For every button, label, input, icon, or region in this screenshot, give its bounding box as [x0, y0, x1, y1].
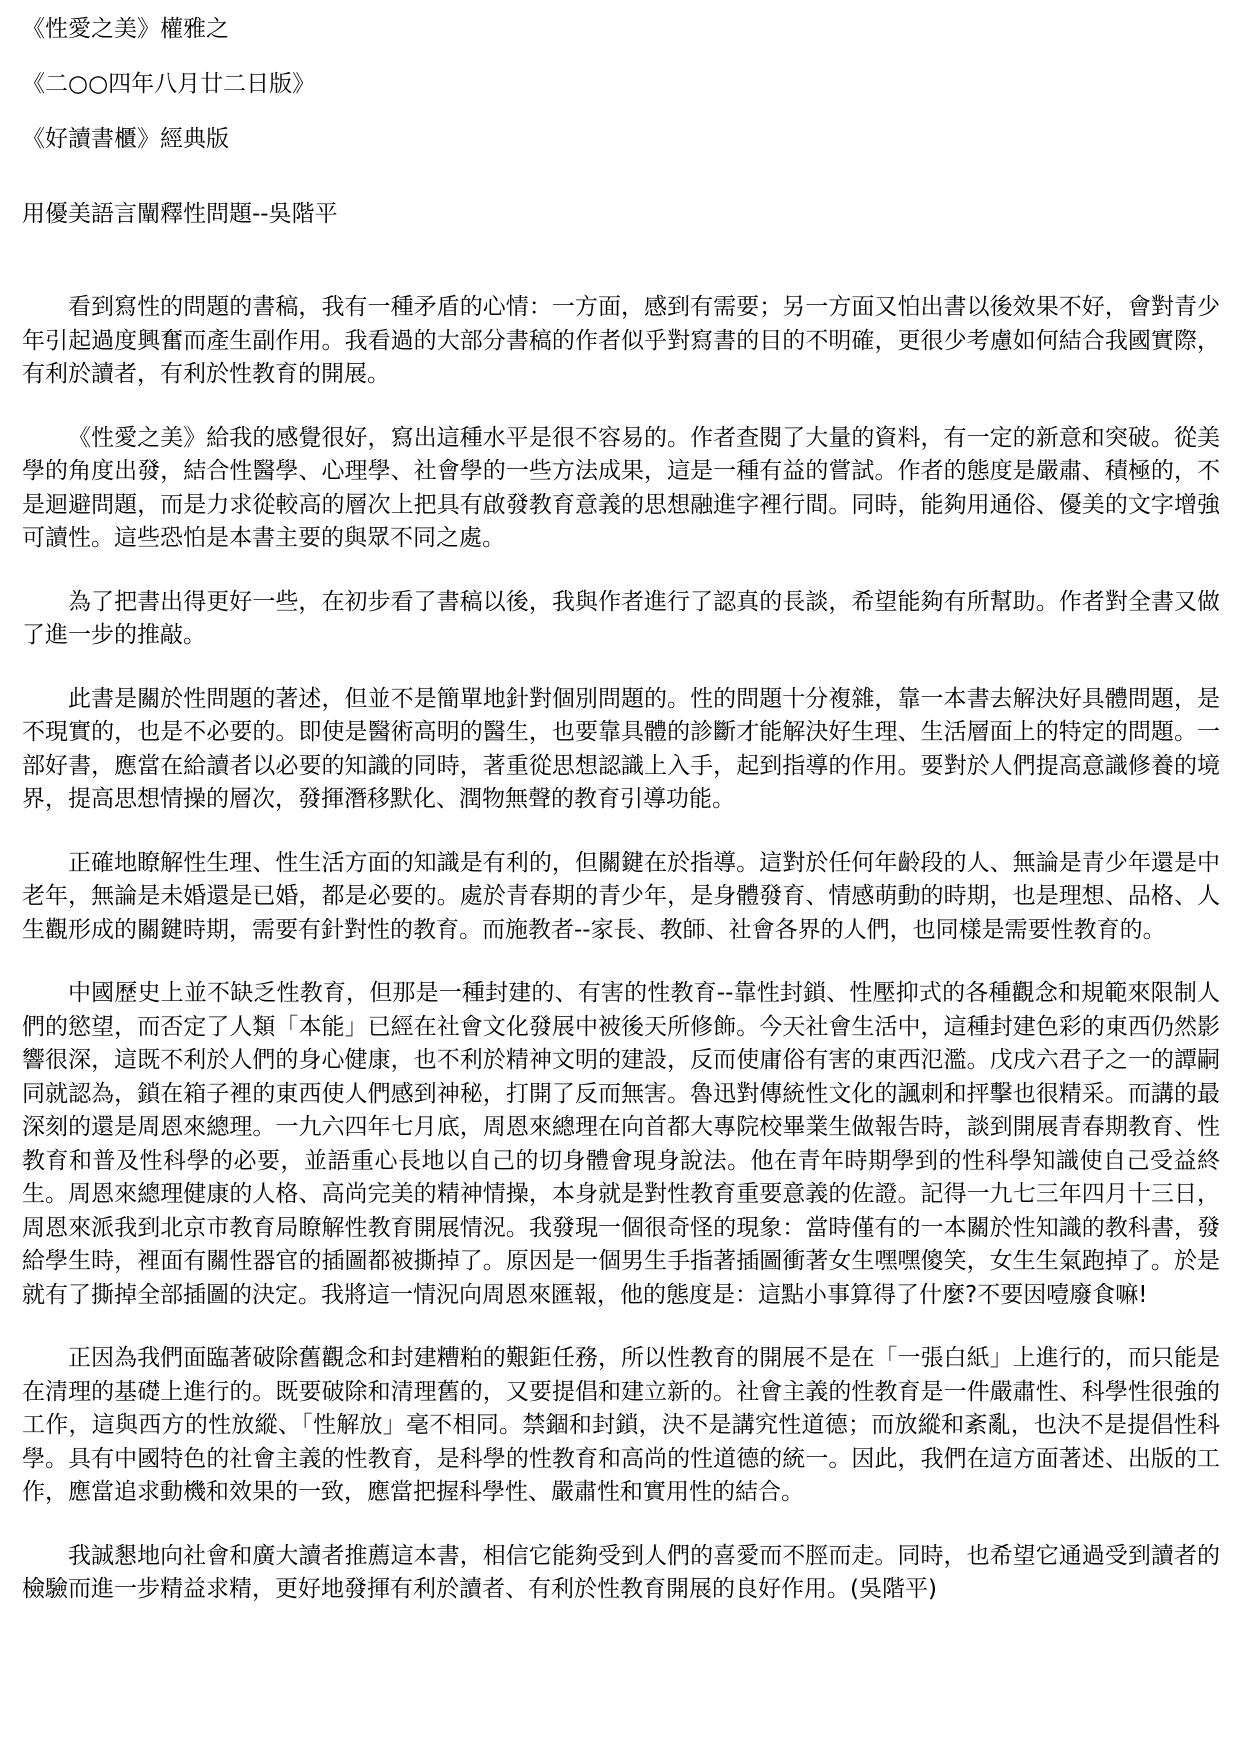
paragraph: 正因為我們面臨著破除舊觀念和封建糟粕的艱鉅任務，所以性教育的開展不是在「一張白紙」上進行的，而只能是在清理的基礎上進行的。既要破除和清理舊的，又要提倡和建立新的。社會主義的性教育是一件嚴肅性、科學性很強的工作，這與西方的性放縱、「性解放」毫不相同。禁錮和封鎖，決不是講究性道德；而放縱和紊亂，也決不是提倡性科學。具有中國特色的社會主義的性教育，是科學的性教育和高尚的性道德的統一。因此，我們在這方面著述、出版的工作，應當追求動機和效果的一致，應當把握科學性、嚴肅性和實用性的結合。 — [22, 1345, 1220, 1505]
paragraph: 中國歷史上並不缺乏性教育，但那是一種封建的、有害的性教育--靠性封鎖、性壓抑式的各種觀念和規範來限制人們的慾望，而否定了人類「本能」已經在社會文化發展中被後天所修飾。今天社會生活中，這種封建色彩的東西仍然影響很深，這既不利於人們的身心健康，也不利於精神文明的建設，反而使庸俗有害的東西氾濫。戊戌六君子之一的譚嗣同就認為，鎖在箱子裡的東西使人們感到神秘，打開了反而無害。魯迅對傳統性文化的諷刺和抨擊也很精采。而講的最深刻的還是周恩來總理。一九六四年七月底，周恩來總理在向首都大專院校畢業生做報告時，談到開展青春期教育、性教育和普及性科學的必要，並語重心長地以自己的切身體會現身說法。他在青年時期學到的性科學知識使自己受益終生。周恩來總理健康的人格、高尚完美的精神情操，本身就是對性教育重要意義的佐證。記得一九七三年四月十三日，周恩來派我到北京市教育局瞭解性教育開展情況。我發現一個很奇怪的現象：當時僅有的一本關於性知識的教科書，發給學生時，裡面有關性器官的插圖都被撕掉了。原因是一個男生手指著插圖衝著女生嘿嘿傻笑，女生生氣跑掉了。於是就有了撕掉全部插圖的決定。我將這一情況向周恩來匯報，他的態度是：這點小事算得了什麼?不要因噎廢食嘛! — [22, 980, 1220, 1308]
document-page — [22, 14, 1220, 1637]
paragraph: 為了把書出得更好一些，在初步看了書稿以後，我與作者進行了認真的長談，希望能夠有所幫助。作者對全書又做了進一步的推敲。 — [22, 588, 1220, 648]
edition-date-line: 《二○○四年八月廿二日版》 — [22, 71, 316, 97]
paragraph: 看到寫性的問題的書稿，我有一種矛盾的心情：一方面，感到有需要；另一方面又怕出書以後效果不好，會對青少年引起過度興奮而產生副作用。我看過的大部分書稿的作者似乎對寫書的目的不明確，更很少考慮如何結合我國實際，有利於讀者，有利於性教育的開展。 — [22, 294, 1220, 387]
paragraph: 我誠懇地向社會和廣大讀者推薦這本書，相信它能夠受到人們的喜愛而不脛而走。同時，也希望它通過受到讀者的檢驗而進一步精益求精，更好地發揮有利於讀者、有利於性教育開展的良好作用。(吳階平) — [22, 1542, 1220, 1602]
collection-line: 《好讀書櫃》經典版 — [22, 126, 229, 152]
book-title-line: 《性愛之美》權雅之 — [22, 16, 229, 42]
paragraph: 此書是關於性問題的著述，但並不是簡單地針對個別問題的。性的問題十分複雜，靠一本書去解決好具體問題，是不現實的，也是不必要的。即使是醫術高明的醫生，也要靠具體的診斷才能解決好生理、生活層面上的特定的問題。一部好書，應當在給讀者以必要的知識的同時，著重從思想認識上入手，起到指導的作用。要對於人們提高意識修養的境界，提高思想情操的層次，發揮潛移默化、潤物無聲的教育引導功能。 — [22, 685, 1220, 812]
paragraph: 《性愛之美》給我的感覺很好，寫出這種水平是很不容易的。作者查閱了大量的資料，有一定的新意和突破。從美學的角度出發，結合性醫學、心理學、社會學的一些方法成果，這是一種有益的嘗試。作者的態度是嚴肅、積極的，不是迴避問題，而是力求從較高的層次上把具有啟發教育意義的思想融進字裡行間。同時，能夠用通俗、優美的文字增強可讀性。這些恐怕是本書主要的與眾不同之處。 — [22, 424, 1220, 551]
preface-title: 用優美語言闡釋性問題--吳階平 — [22, 201, 338, 227]
paragraph: 正確地瞭解性生理、性生活方面的知識是有利的，但關鍵在於指導。這對於任何年齡段的人、無論是青少年還是中老年，無論是未婚還是已婚，都是必要的。處於青春期的青少年，是身體發育、情感萌動的時期，也是理想、品格、人生觀形成的關鍵時期，需要有針對性的教育。而施教者--家長、教師、社會各界的人們，也同樣是需要性教育的。 — [22, 849, 1220, 943]
